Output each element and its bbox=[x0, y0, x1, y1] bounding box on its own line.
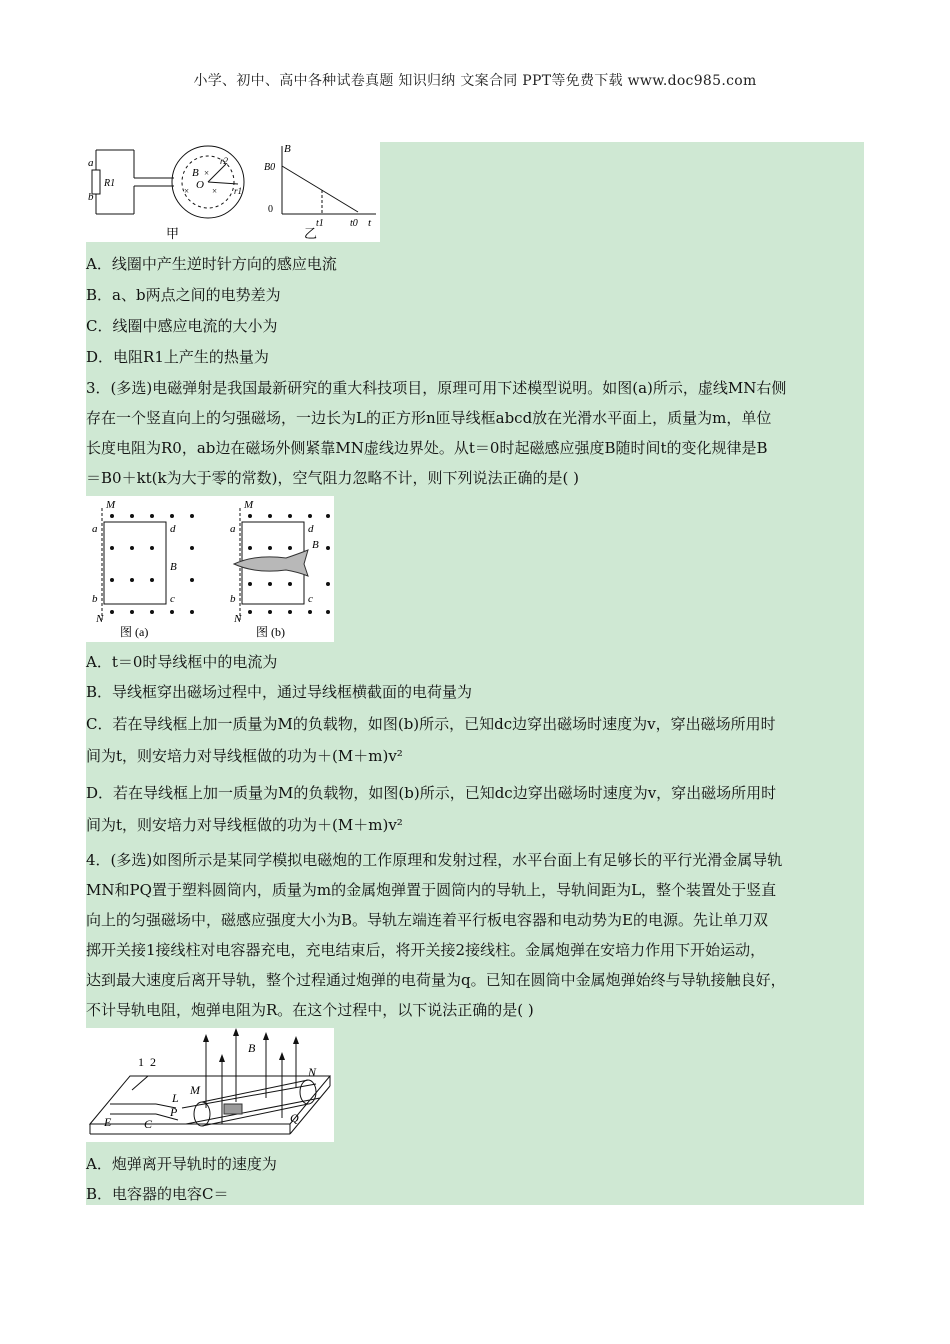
option-q3-b: B．导线框穿出磁场过程中，通过导线框横截面的电荷量为 bbox=[86, 683, 473, 701]
q4-stem-line: 4．(多选)如图所示是某同学模拟电磁炮的工作原理和发射过程，水平台面上有足够长的平行光滑金属导轨 bbox=[86, 851, 783, 869]
label-B-a: B bbox=[170, 561, 177, 573]
q3-stem-line: 存在一个竖直向上的匀强磁场，一边长为L的正方形n匝导线框abcd放在光滑水平面上，质量为m，单位 bbox=[86, 409, 772, 427]
label-E: E bbox=[104, 1115, 112, 1129]
q4-stem-line: 掷开关接1接线柱对电容器充电，充电结束后，将开关接2接线柱。金属炮弹在安培力作用下开始运动， bbox=[86, 941, 766, 959]
cross-mark: × bbox=[204, 168, 210, 178]
cross-mark: × bbox=[212, 186, 218, 196]
option-q3-a: A．t＝0时导线框中的电流为 bbox=[86, 653, 278, 671]
q4-stem-line: 达到最大速度后离开导轨，整个过程通过炮弹的电荷量为q。已知在圆筒中金属炮弹始终与导轨接触良好， bbox=[86, 971, 786, 989]
option-q3-c: C．若在导线框上加一质量为M的负载物，如图(b)所示，已知dc边穿出磁场时速度为v，穿出磁场所用时 bbox=[86, 715, 776, 733]
label-t1: t1 bbox=[316, 218, 324, 229]
caption-jia: 甲 bbox=[166, 226, 180, 241]
label-b-b: b bbox=[230, 593, 236, 605]
caption-yi: 乙 bbox=[304, 226, 318, 241]
figure-square-frame bbox=[86, 496, 334, 642]
label-B-axis: B bbox=[284, 143, 291, 155]
q4-stem-line: 不计导轨电阻，炮弹电阻为R。在这个过程中，以下说法正确的是( ) bbox=[86, 1001, 534, 1019]
label-t0: t0 bbox=[350, 218, 358, 229]
label-B0: B0 bbox=[264, 162, 276, 173]
option-q2-d: D．电阻R1上产生的热量为 bbox=[86, 348, 269, 366]
figure-railgun bbox=[86, 1028, 334, 1142]
label-M: M bbox=[190, 1083, 200, 1097]
option-q3-d-cont: 间为t，则安培力对导线框做的功为＋(M＋m)v² bbox=[86, 816, 403, 834]
label-N-a: N bbox=[96, 613, 104, 625]
label-B-field: B bbox=[192, 167, 199, 179]
label-N-b: N bbox=[234, 613, 242, 625]
option-q2-a: A．线圈中产生逆时针方向的感应电流 bbox=[86, 255, 337, 273]
label-C: C bbox=[144, 1117, 153, 1131]
label-N: N bbox=[308, 1065, 317, 1079]
label-b-a: b bbox=[92, 593, 98, 605]
label-t: t bbox=[368, 217, 372, 229]
caption-fig-a: 图 (a) bbox=[120, 625, 149, 639]
label-b: b bbox=[88, 191, 94, 203]
label-Q: Q bbox=[290, 1111, 299, 1125]
cross-mark: × bbox=[184, 186, 190, 196]
option-q4-a: A．炮弹离开导轨时的速度为 bbox=[86, 1155, 277, 1173]
label-a: a bbox=[88, 157, 94, 169]
label-O: O bbox=[196, 179, 204, 191]
label-switch-2: 2 bbox=[150, 1055, 156, 1069]
option-q2-c: C．线圈中感应电流的大小为 bbox=[86, 317, 278, 335]
label-r1: r1 bbox=[234, 186, 243, 196]
option-q3-d: D．若在导线框上加一质量为M的负载物，如图(b)所示，已知dc边穿出磁场时速度为v，穿出磁场所用时 bbox=[86, 784, 777, 802]
label-B-b: B bbox=[312, 539, 319, 551]
label-P: P bbox=[170, 1105, 178, 1119]
q3-stem-line: ＝B0＋kt(k为大于零的常数)，空气阻力忽略不计，则下列说法正确的是( ) bbox=[86, 469, 579, 487]
q3-stem-line: 长度电阻为R0，ab边在磁场外侧紧靠MN虚线边界处。从t＝0时起磁感应强度B随时间t的变化规律是B bbox=[86, 439, 768, 457]
q4-stem-line: MN和PQ置于塑料圆筒内，质量为m的金属炮弹置于圆筒内的导轨上，导轨间距为L，整个装置处于竖直 bbox=[86, 881, 777, 899]
q3-stem-line: 3．(多选)电磁弹射是我国最新研究的重大科技项目，原理可用下述模型说明。如图(a)所示，虚线MN右侧 bbox=[86, 379, 787, 397]
option-q3-c-cont: 间为t，则安培力对导线框做的功为＋(M＋m)v² bbox=[86, 747, 403, 765]
figure-coil-and-graph bbox=[86, 142, 380, 242]
caption-fig-b: 图 (b) bbox=[256, 625, 285, 639]
label-a-a: a bbox=[92, 523, 98, 535]
label-switch-1: 1 bbox=[138, 1055, 144, 1069]
label-M-b: M bbox=[244, 499, 254, 511]
label-r2: r2 bbox=[220, 156, 229, 166]
label-c-b: c bbox=[308, 593, 313, 605]
label-origin: 0 bbox=[268, 204, 273, 215]
option-q2-b: B．a、b两点之间的电势差为 bbox=[86, 286, 281, 304]
page-header: 小学、初中、高中各种试卷真题 知识归纳 文案合同 PPT等免费下载 www.doc985.com bbox=[193, 73, 757, 89]
label-B-field: B bbox=[248, 1041, 256, 1055]
label-d-b: d bbox=[308, 523, 314, 535]
q4-stem-line: 向上的匀强磁场中，磁感应强度大小为B。导轨左端连着平行板电容器和电动势为E的电源。先让单刀双 bbox=[86, 911, 768, 929]
label-d-a: d bbox=[170, 523, 176, 535]
label-R1: R1 bbox=[104, 178, 116, 189]
label-M-a: M bbox=[106, 499, 116, 511]
label-L: L bbox=[172, 1091, 179, 1105]
label-c-a: c bbox=[170, 593, 175, 605]
label-a-b: a bbox=[230, 523, 236, 535]
option-q4-b: B．电容器的电容C＝ bbox=[86, 1185, 229, 1203]
